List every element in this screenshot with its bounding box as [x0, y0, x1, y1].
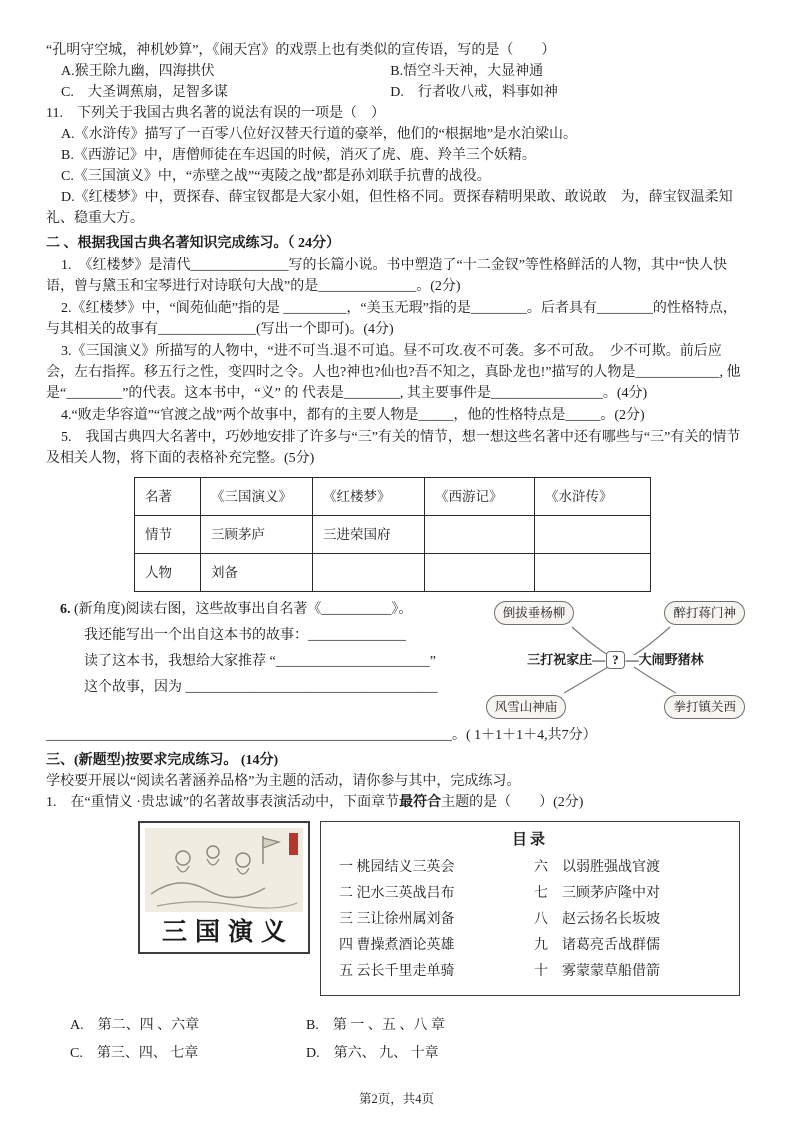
story-mindmap: [484, 601, 747, 719]
s3-q1-option-c: C. 第三、四、 七章: [70, 1046, 199, 1061]
answer-row: [70, 1040, 747, 1068]
table-cell: 《三国演义》: [201, 478, 313, 516]
question-11: [46, 103, 747, 229]
q11-option-c: C.《三国演义》中，“赤壁之战”“夷陵之战”都是孙刘联手抗曹的战役。: [61, 169, 491, 184]
toc-entry: 九 诸葛亮舌战群儒: [534, 938, 660, 953]
cover-title: 三国演义: [161, 919, 294, 946]
q10-option-c: C. 大圣调蕉扇，足智多谋: [61, 85, 228, 100]
q6-text: [46, 599, 478, 719]
table-cell: 《水浒传》: [535, 478, 651, 516]
table-cell: [425, 516, 535, 554]
q10-stem: “孔明守空城，神机妙算”，《闹天宫》的戏票上也有类似的宣传语，写的是（ ）: [46, 43, 556, 58]
s2-question-6: [46, 599, 747, 719]
table-row: [135, 554, 651, 592]
toc-entry: 二 汜水三英战吕布: [339, 886, 455, 901]
toc-entry: 一 桃园结义三英会: [339, 860, 455, 875]
three-stories-table: [134, 477, 651, 592]
q11-option-b: B.《西游记》中，唐僧师徒在车迟国的时候，消灭了虎、鹿、羚羊三个妖精。: [61, 148, 536, 163]
s3-q1-option-b: B. 第 一 、五 、八 章: [306, 1018, 445, 1033]
s2-question-2: 2.《红楼梦》中，“阆苑仙葩”指的是 _________，“美玉无瑕”指的是________。后者具有________的性格特点，与其相关的故事有______________(写出一个即可)。(4分): [46, 301, 737, 337]
s2-question-1: 1. 《红楼梦》是清代______________写的长篇小说。书中塑造了“十二金钗”等性格鲜活的人物，其中“快人快语，曾与黛玉和宝琴进行对诗联句大战”的是______________。(2分): [46, 258, 728, 294]
toc-entry: 三 三让徐州属刘备: [339, 912, 455, 927]
section-2-title: 二 、根据我国古典名著知识完成练习。（ 24分）: [46, 236, 340, 251]
toc-entry: 八 赵云扬名长坂坡: [534, 912, 660, 927]
s3-question-1: [46, 792, 747, 813]
table-cell: [313, 554, 425, 592]
mindmap-node-bottom-right: 拳打镇关西: [664, 695, 745, 719]
q11-option-a: A.《水浒传》描写了一百零八位好汉替天行道的豪举，他们的“根据地”是水泊梁山。: [61, 127, 578, 142]
s2-question-4: 4.“败走华容道”“官渡之战”两个故事中，都有的主要人物是_____，他的性格特点是_____。(2分): [61, 408, 645, 423]
mindmap-question-mark: ?: [606, 651, 625, 669]
s3-q1-answer-options: [46, 1012, 747, 1068]
q11-option-d: D.《红楼梦》中，贾探春、薛宝钗都是大家小姐，但性格不同。贾探春精明果敢、敢说敢 为，薛宝钗温柔知礼、稳重大方。: [46, 190, 733, 226]
dash: —: [625, 652, 639, 667]
toc-entry: 七 三顾茅庐隆中对: [534, 886, 660, 901]
mindmap-center-left: 三打祝家庄: [527, 652, 593, 667]
q10-options: [46, 61, 747, 103]
answer-row: [70, 1012, 747, 1040]
s3-q1-text: 1. 在“重情义 ·贵忠诚”的名著故事表演活动中，下面章节: [46, 795, 400, 810]
q6-blank-line: 我还能写出一个出自这本书的故事：______________: [84, 628, 406, 643]
s2-question-5: 5. 我国古典四大名著中，巧妙地安排了许多与“三”有关的情节，想一想这些名著中还有哪些与“三”有关的情节及相关人物，将下面的表格补充完整。(5分): [46, 430, 741, 466]
q10-option-b: B.悟空斗天神，大显神通: [390, 64, 544, 79]
q6-final-blank-line: __________________________________________________________。( 1＋1＋1＋4,共7分）: [46, 728, 597, 743]
question-figure: [138, 821, 747, 996]
table-cell: 三进荣国府: [313, 516, 425, 554]
q6-number: 6.: [60, 602, 71, 617]
q10-option-a: A.猴王除九幽，四海拱伏: [61, 64, 215, 79]
mindmap-node-top-right: 醉打蒋门神: [664, 601, 745, 625]
s3-q1-option-d: D. 第六、 九、 十章: [306, 1046, 439, 1061]
s3-q1-option-a: A. 第二、四 、六章: [70, 1018, 200, 1033]
s3-q1-text-tail: 主题的是（ ）(2分): [441, 795, 584, 810]
s2-question-3: 3.《三国演义》所描写的人物中，“进不可当.退不可追。昼不可攻.夜不可袭。多不可敌。 少不可欺。前后应会，左右指挥。移五行之性，变四时之令。人也?神也?仙也?吾不知之，真卧龙也!”描写的人物是____________, 他是“________”的代表。这本书中，“义” 的 代表是________, 其主要事件是________________。(4分): [46, 344, 741, 401]
question-10: [46, 40, 747, 103]
table-cell: [535, 516, 651, 554]
q6-blank-line: 读了这本书，我想给大家推荐 “______________________”: [84, 654, 436, 669]
q6-blank-line: 这个故事，因为 ____________________________________: [84, 680, 438, 695]
toc-entry: 四 曹操煮酒论英雄: [339, 938, 455, 953]
table-cell: 人物: [135, 554, 201, 592]
toc-title: 目录: [511, 832, 548, 848]
book-cover-image: [138, 821, 310, 954]
table-cell: 刘备: [201, 554, 313, 592]
section-2: [46, 233, 747, 746]
cover-illustration: [145, 828, 303, 912]
mindmap-node-bottom-left: 风雪山神庙: [486, 695, 567, 719]
table-of-contents: [320, 821, 740, 996]
table-cell: 名著: [135, 478, 201, 516]
table-row: [135, 516, 651, 554]
q10-option-d: D. 行者收八戒，料事如神: [390, 85, 558, 100]
table-cell: 情节: [135, 516, 201, 554]
table-cell: 《西游记》: [425, 478, 535, 516]
toc-entry: 十 雾蒙蒙草船借箭: [534, 964, 660, 979]
table-cell: 三顾茅庐: [201, 516, 313, 554]
q11-stem: 11. 下列关于我国古典名著的说法有误的一项是（ ）: [46, 106, 385, 121]
toc-entries: [339, 855, 721, 985]
table-cell: 《红楼梦》: [313, 478, 425, 516]
table-header-row: [135, 478, 651, 516]
mindmap-center: [484, 651, 747, 669]
toc-entry: 五 云长千里走单骑: [339, 964, 455, 979]
table-cell: [425, 554, 535, 592]
section-3-title: 三、(新题型)按要求完成练习。 (14分): [46, 753, 279, 768]
section-3: [46, 750, 747, 1068]
mindmap-node-top-left: 倒拔垂杨柳: [494, 601, 575, 625]
section-3-intro: 学校要开展以“阅读名著涵养品格”为主题的活动，请你参与其中，完成练习。: [46, 774, 521, 789]
q6-stem: (新角度)阅读右图，这些故事出自名著《__________》。: [74, 602, 413, 617]
dash: —: [592, 652, 606, 667]
red-seal: [289, 833, 298, 855]
toc-entry: 六 以弱胜强战官渡: [534, 860, 660, 875]
table-cell: [535, 554, 651, 592]
page-footer: 第2页，共4页: [358, 1092, 434, 1106]
mindmap-center-right: 大闹野猪林: [638, 652, 704, 667]
s3-q1-emphasis: 最符合: [399, 795, 442, 810]
